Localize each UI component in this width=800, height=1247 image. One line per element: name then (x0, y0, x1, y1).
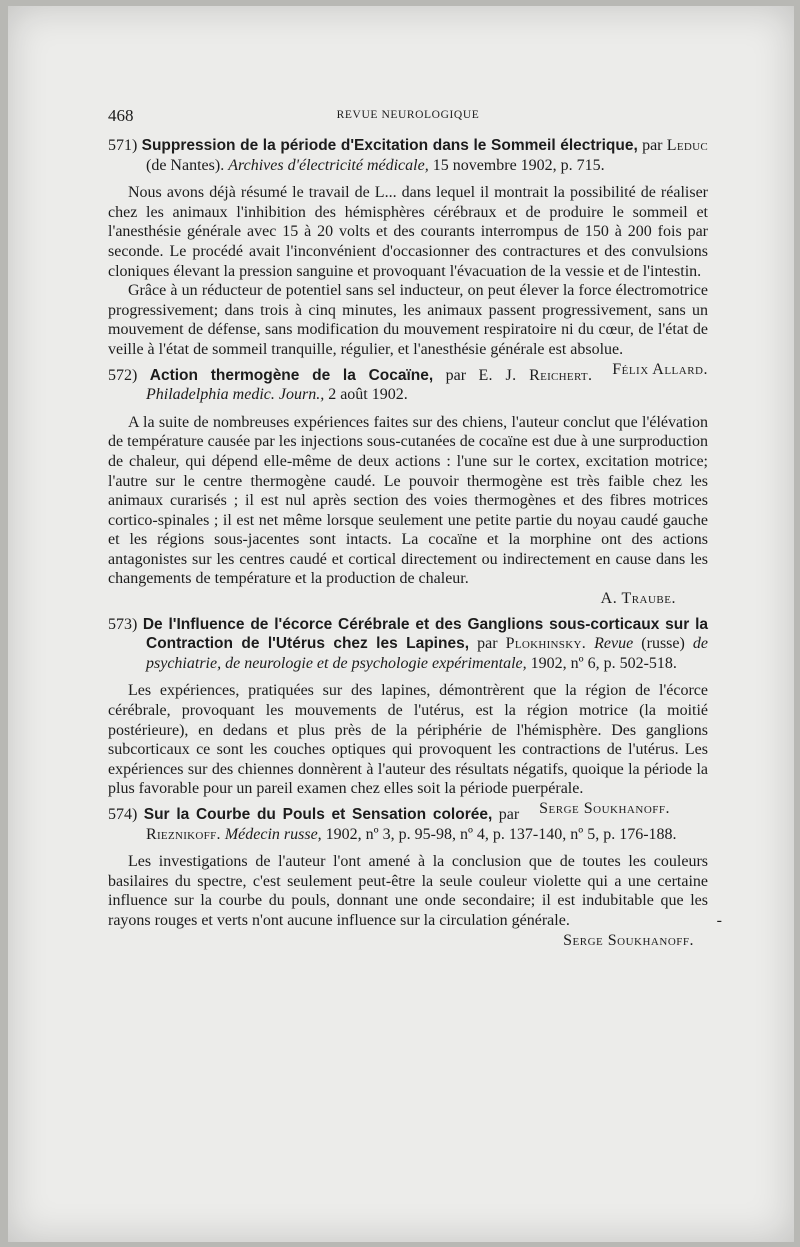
page-number: 468 (108, 106, 134, 125)
by-word: par (477, 635, 498, 653)
entry-574 (108, 805, 722, 949)
source-journal-cont: de psychiatrie, de neurologie et de psychologie expérimentale, (146, 635, 709, 672)
source-journal: Médecin russe, (224, 825, 322, 843)
paragraph (108, 852, 722, 949)
author: Leduc (666, 137, 709, 154)
entry-number: 572) (108, 366, 138, 384)
entry-heading (108, 615, 708, 674)
source-details: 15 novembre 1902, p. 715. (432, 156, 605, 174)
by-word: par (642, 137, 663, 154)
paragraph: A la suite de nombreuses expériences faites sur des chiens, l'auteur conclut que l'élévation de température causée par les injections sous-cutanées de cocaïne est due à une surproduction de chaleur, qui dépend elle-même de deux actions : l'une sur le cortex, excitation motrice; l'autre sur le centre thermogène caudé. Le pouvoir thermogène est très faible chez les animaux curarisés ; il est nul après section des voies thermogènes et des fibres motrices cortico-spinales ; il est net même lorsque seulement une petite partie du noyau caudé gauche et les régions sous-jacentes sont intacts. La cocaïne et la morphine ont des actions antagonistes sur les centres caudé et cortical directement ou indirectement en cause dans les changements de température et la production de chaleur. (108, 413, 708, 588)
entry-title: Sur la Courbe du Pouls et Sensation colorée, (143, 806, 493, 823)
entry-title: De l'Influence de l'écorce Cérébrale et des Ganglions sous-corticaux sur la Contraction de l'Utérus chez les Lapines, (142, 615, 709, 653)
source-journal: Philadelphia medic. Journ., (146, 386, 325, 404)
source-details: 1902, nº 3, p. 95-98, nº 4, p. 137-140, nº 5, p. 176-188. (325, 825, 677, 843)
author-affiliation: (de Nantes). (146, 156, 225, 174)
author: E. J. Reichert. (478, 366, 593, 384)
entry-heading (108, 136, 708, 175)
author: Plokhinsky. (505, 635, 587, 653)
signature: Félix Allard. (612, 360, 708, 378)
paragraph-text: Les expériences, pratiquées sur des lapines, démontrèrent que la région de l'écorce cérébrale, provoquant les mouvements de l'utérus, est la région motrice (la moitié postérieure), en dedans et plus près de la périphérie de l'hémisphère. Des ganglions subcorticaux ce sont les couches optiques qui provoquent les contractions de l'utérus. Les expériences sur des chiennes donnèrent à l'auteur des résultats négatifs, quoique la période la plus favorable pour un pareil examen chez elles soit la période puerpérale. (108, 682, 708, 798)
source-journal: Archives d'électricité médicale, (228, 156, 429, 174)
author: Rieznikoff. (146, 825, 221, 843)
by-word: par (445, 366, 467, 384)
paragraph-text: Grâce à un réducteur de potentiel sans sel inducteur, on peut élever la force électromotrice progressivement; dans trois à cinq minutes, les animaux passent progressivement, sans un mouvement de défense, sans modification du mouvement respiratoire ni du cœur, de l'état de veille à l'état de sommeil tranquille, régulier, et l'anesthésie générale est absolue. (108, 282, 708, 358)
entry-title: Suppression de la période d'Excitation dans le Sommeil électrique, (141, 137, 638, 154)
signature: A. Traube. (600, 590, 676, 608)
entry-title: Action thermogène de la Cocaïne, (149, 366, 434, 384)
paragraph: Nous avons déjà résumé le travail de L... dans lequel il montrait la possibilité de réaliser chez les animaux l'inhibition des hémisphères cérébraux et de produire le sommeil et l'anesthésie générale avec 15 à 20 volts et des courants interrompus de 150 à 200 fois par seconde. Le procédé avait l'inconvénient d'occasionner des contractures et des convulsions cloniques élevant la pression sanguine et provoquant l'évacuation de la vessie et de l'intestin. (108, 184, 708, 280)
source-journal: Revue (594, 635, 634, 653)
entry-number: 573) (108, 615, 138, 633)
entry-number: 571) (108, 137, 138, 154)
by-word: par (498, 806, 520, 823)
source-details: 2 août 1902. (328, 386, 408, 404)
entry-572 (108, 366, 708, 609)
page-content (108, 136, 722, 950)
source-language: (russe) (641, 635, 685, 653)
paragraph-text: Les investigations de l'auteur l'ont amené à la conclusion que de toutes les couleurs basilaires du spectre, c'est seulement peut-être la seule couleur violette qui a une certaine influence sur la courbe du pouls, donnant une onde secondaire; il est indubitable que les rayons rouges et verts n'ont aucune influence sur la circulation générale. (108, 853, 708, 929)
entry-number: 574) (108, 806, 138, 823)
signature: Serge Soukhanoff. (563, 931, 694, 949)
journal-title: REVUE NEUROLOGIQUE (336, 109, 480, 121)
signature: Serge Soukhanoff. (539, 800, 670, 817)
running-header (108, 106, 708, 128)
source-details: 1902, nº 6, p. 502-518. (530, 654, 677, 672)
trailing-mark: - (716, 911, 722, 929)
